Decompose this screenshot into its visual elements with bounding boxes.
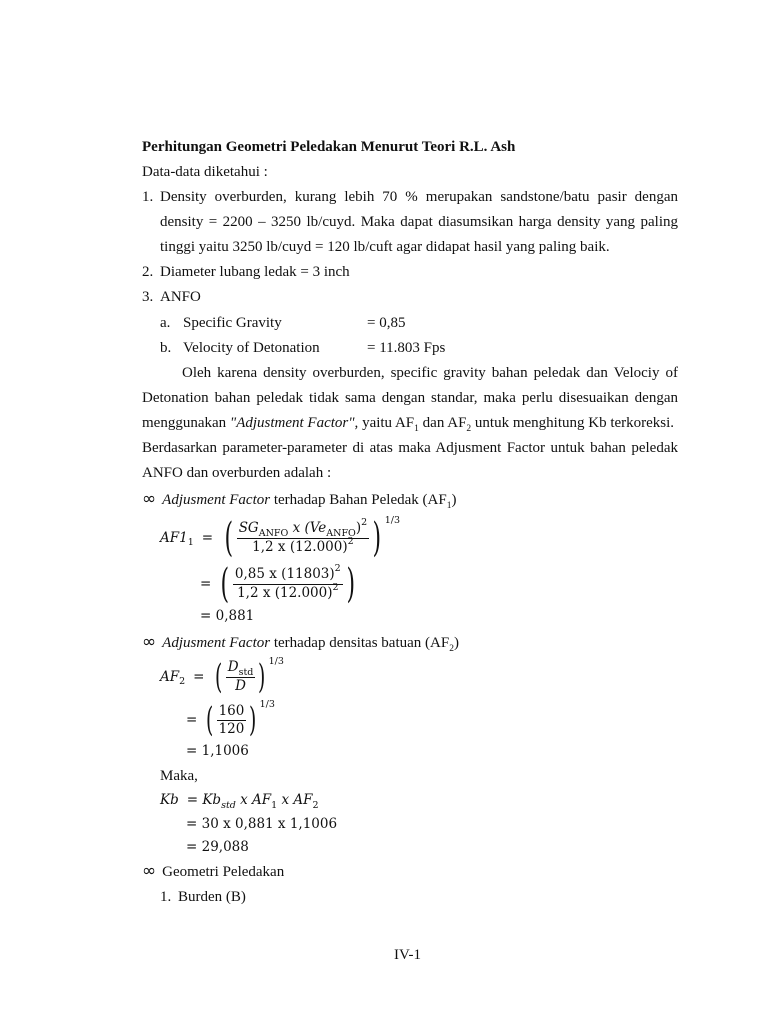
af1-heading: ∞ Adjusment Factor terhadap Bahan Peledak $(AF_1)$ [142, 489, 457, 511]
infinity-bullet-icon: ∞ [142, 861, 157, 881]
paragraph-line5: ANFO dan overburden adalah : [142, 465, 332, 481]
sub-letter-a: a. [160, 315, 171, 331]
velocity-label: Velocity of Detonation [183, 340, 320, 356]
sub-letter-b: b. [160, 340, 172, 356]
item1-line1: Density overburden, kurang lebih 70 % merupakan sandstone/batu pasir dengan [160, 189, 678, 205]
af1-numerator: $SG_{ANFO}$ x $(Ve_{ANFO})^2$ [238, 516, 368, 539]
paragraph-line2: Detonation bahan peledak tidak sama dengan standar, maka perlu disesuaikan dengan [142, 390, 678, 406]
af1-step: = ( $\frac{0,85 x (11803)^2}{1,2 x (12.000)^2}$ ) [200, 561, 355, 607]
af2-heading: ∞ Adjusment Factor terhadap densitas batuan $(AF_2)$ [142, 632, 459, 654]
kb-result: = 29,088 [186, 839, 249, 855]
af2-formula: AF 2 = ( $\frac{D_{std}}{D}$ ) 1/3 [160, 655, 284, 697]
intro-line: Data-data diketahui : [142, 164, 268, 180]
list-number-1: 1. [142, 189, 154, 205]
infinity-bullet-icon: ∞ [142, 632, 157, 652]
af1-denominator: 1,2 x $(12.000)^2$ [237, 538, 369, 557]
paragraph-line4: Berdasarkan parameter-parameter di atas maka Adjusment Factor untuk bahan peledak [142, 440, 678, 456]
kb-step: = 30 x 0,881 x 1,1006 [186, 816, 338, 832]
maka-label: Maka, [160, 768, 198, 784]
list-number-3: 3. [142, 289, 154, 305]
item1-line2: density = 2200 – 3250 lb/cuyd. Maka dapat diasumsikan harga density yang paling [160, 214, 678, 230]
af1-formula: AF1 1 = ( $\frac{SG_{ANFO} x (Ve_{ANFO})^2}{1,2 x (12.000)^2}$ ) 1/3 [160, 514, 401, 561]
infinity-bullet-icon: ∞ [142, 489, 157, 509]
paragraph-line1: Oleh karena density overburden, specific gravity bahan peledak dan Velociy of [182, 365, 678, 381]
af2-result: = 1,1006 [186, 743, 249, 759]
paragraph-line3: menggunakan "Adjustment Factor", yaitu $AF_1$ dan $AF_2$ untuk menghitung Kb terkoreksi. [142, 415, 675, 434]
item1-line3: tinggi yaitu 3250 lb/cuyd = 120 lb/cuft agar didapat hasil yang paling baik. [160, 239, 610, 255]
adjustment-factor-term: "Adjustment Factor", [229, 415, 359, 431]
af1-result: = 0,881 [200, 608, 255, 624]
page-number: IV-1 [394, 947, 421, 963]
item3-text: ANFO [160, 289, 201, 305]
specific-gravity-label: Specific Gravity [183, 315, 282, 331]
velocity-value: = 11.803 Fps [367, 340, 446, 356]
geometry-heading: ∞ Geometri Peledakan [142, 861, 285, 881]
kb-formula: $Kb = Kb_{std}$ x $AF_1$ x $AF_2$ [160, 792, 319, 811]
burden-item: Burden (B) [178, 889, 246, 905]
geometry-list-number: 1. [160, 889, 172, 905]
item2-text: Diameter lubang ledak = 3 inch [160, 264, 350, 280]
document-title: Perhitungan Geometri Peledakan Menurut Teori R.L. Ash [142, 139, 516, 155]
list-number-2: 2. [142, 264, 154, 280]
specific-gravity-value: = 0,85 [367, 315, 406, 331]
af2-step: = ( $\frac{160}{120}$ ) 1/3 [186, 698, 275, 740]
